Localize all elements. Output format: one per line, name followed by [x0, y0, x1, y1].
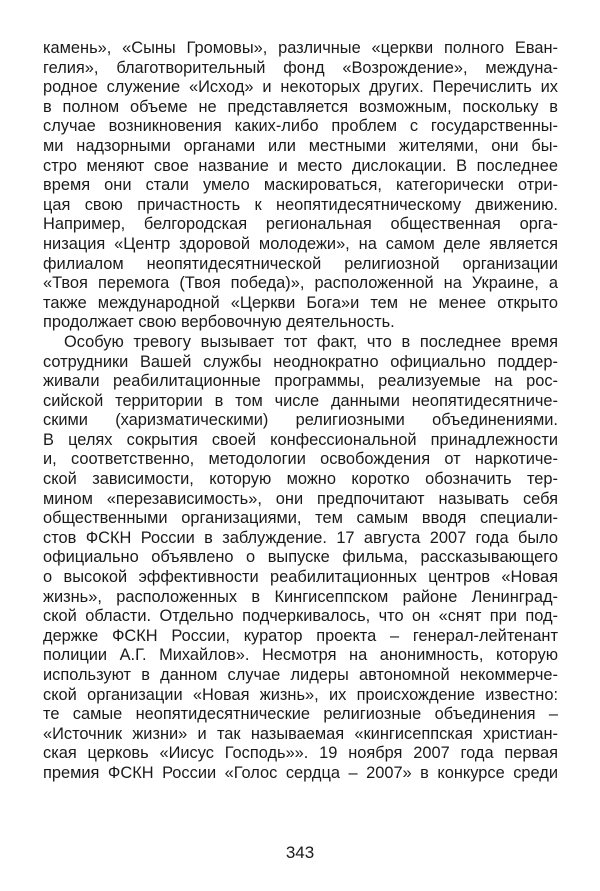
text-line: мином «перезависимость», они предпочитают называть себя [43, 489, 558, 508]
text-line: жизнь», расположенных в Кингисеппском районе Ленинград- [43, 587, 558, 606]
text-line: ской организации «Новая жизнь», их происхождение известно: [43, 685, 558, 704]
text-line: Например, белгородская региональная общественная орга- [43, 215, 558, 234]
text-line: ми надзорными органами или местными жителями, они бы- [43, 136, 558, 155]
text-line: ской зависимости, которую можно коротко обозначить тер- [43, 470, 558, 489]
paragraph [43, 39, 558, 333]
paragraph [43, 333, 558, 784]
text-line: низация «Центр здоровой молодежи», на самом деле является [43, 234, 558, 253]
text-line: сотрудники Вашей службы неоднократно официально поддер- [43, 352, 558, 371]
text-line: используют в данном случае лидеры автономной некоммерче- [43, 666, 558, 684]
text-line: В целях сокрытия своей конфессиональной принадлежности [43, 430, 558, 449]
text-line: официально объявлено о выпуске фильма, рассказывающего [43, 548, 558, 567]
page-number: 343 [285, 843, 315, 862]
page-body [43, 39, 558, 784]
text-line: «Источник жизни» и так называемая «кингисеппская христиан- [43, 724, 558, 743]
text-line: и, соответственно, методологии освобождения от наркотиче- [43, 450, 558, 469]
text-line: общественными организациями, тем самым вводя специали- [43, 509, 558, 528]
text-line: случае возникновения каких-либо проблем с государственны- [43, 117, 558, 136]
text-line: также международной «Церкви Бога»и тем не менее открыто [43, 293, 558, 312]
text-line: филиалом неопятидесятнической религиозной организации [43, 254, 558, 273]
text-line: премия ФСКН России «Голос сердца – 2007» в конкурсе среди [43, 763, 558, 782]
text-line: сийской территории в том числе данными неопятидесятниче- [43, 391, 558, 410]
text-line: живали реабилитационные программы, реализуемые на рос- [43, 372, 558, 391]
text-line: Особую тревогу вызывает тот факт, что в последнее время [64, 332, 558, 351]
text-line: скими (харизматическими) религиозными объединениями. [43, 411, 558, 430]
text-line: стро меняют свое название и место дислокации. В последнее [43, 156, 558, 175]
text-line: время они стали умело маскироваться, категорически отри- [43, 176, 558, 195]
text-line: держке ФСКН России, куратор проекта – генерал-лейтенант [43, 626, 558, 645]
text-line: ской области. Отдельно подчеркивалось, что он «снят при под- [43, 607, 558, 626]
text-line: стов ФСКН России в заблуждение. 17 августа 2007 года было [43, 528, 558, 547]
text-line: родное служение «Исход» и некоторых других. Перечислить их [43, 78, 558, 97]
text-line: полиции А.Г. Михайлов». Несмотря на анонимность, которую [43, 646, 558, 665]
text-line: в полном объеме не представляется возможным, поскольку в [43, 97, 558, 116]
text-line: камень», «Сыны Громовы», различные «церкви полного Еван- [43, 39, 558, 57]
text-line: ская церковь «Иисус Господь»». 19 ноября 2007 года первая [43, 744, 558, 763]
text-line: те самые неопятидесятнические религиозные объединения – [43, 705, 558, 724]
text-line: о высокой эффективности реабилитационных центров «Новая [43, 568, 558, 587]
text-line: гелия», благотворительный фонд «Возрождение», междуна- [43, 58, 558, 77]
text-line: цая свою причастность к неопятидесятническому движению. [43, 195, 558, 214]
text-line: продолжает свою вербовочную деятельность. [43, 313, 395, 332]
text-line: «Твоя перемога (Твоя победа)», расположенной на Украине, а [43, 274, 558, 293]
